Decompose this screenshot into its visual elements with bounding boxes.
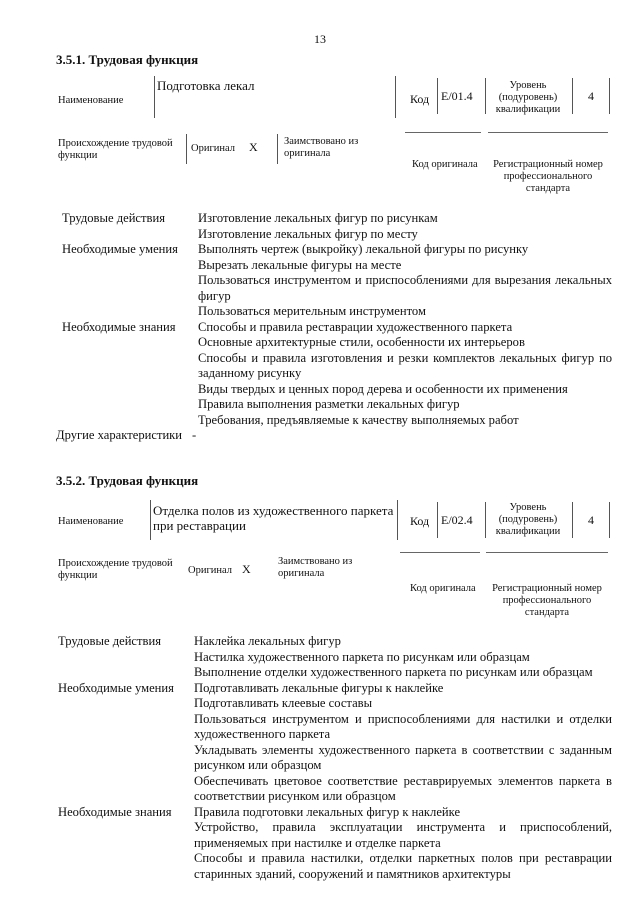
page-number: 13 bbox=[314, 32, 326, 46]
row-label: Необходимые знания bbox=[62, 319, 176, 334]
table-row bbox=[56, 428, 612, 444]
original-mark: X bbox=[249, 140, 258, 154]
row-label: Трудовые действия bbox=[62, 211, 166, 225]
orig-code-box bbox=[400, 552, 480, 553]
table-row bbox=[56, 681, 612, 805]
list-item: Выполнять чертеж (выкройку) лекальной фигуры по рисунку bbox=[198, 242, 529, 256]
table-row bbox=[56, 805, 612, 883]
level-value: 4 bbox=[572, 78, 610, 114]
list-item: Подготавливать лекальные фигуры к наклейке bbox=[194, 680, 444, 695]
orig-code-box bbox=[405, 132, 481, 133]
list-item: Устройство, правила эксплуатации инструмента и приспособлений, применяемых при настилке и отделке паркета bbox=[194, 820, 612, 850]
list-item: Способы и правила изготовления и резки комплектов лекальных фигур по заданному рисунку bbox=[198, 350, 612, 380]
orig-code-label: Код оригинала bbox=[412, 159, 478, 170]
name-field bbox=[154, 76, 396, 118]
borrowed-label: Заимствовано из оригинала bbox=[278, 556, 353, 579]
list-item: Виды твердых и ценных пород дерева и особенности их применения bbox=[198, 381, 568, 396]
origin-label: Происхождение трудовой функции bbox=[58, 138, 173, 161]
list-item: Способы и правила реставрации художественного паркета bbox=[198, 319, 513, 334]
list-item: Способы и правила настилки, отделки паркетных полов при реставрации старинных зданий, сооружений и памятников архитектуры bbox=[194, 851, 612, 881]
origin-label: Происхождение трудовой функции bbox=[58, 558, 173, 581]
level-label: Уровень (подуровень) квалификации bbox=[495, 80, 561, 115]
reg-number-label: Регистрационный номер профессионального стандарта bbox=[492, 583, 602, 618]
function-table bbox=[56, 634, 612, 882]
table-row bbox=[56, 242, 612, 320]
list-item: Правила выполнения разметки лекальных фигур bbox=[198, 397, 460, 411]
level-label: Уровень (подуровень) квалификации bbox=[495, 502, 561, 537]
list-item: Выполнение отделки художественного паркета по рисункам или образцам bbox=[194, 665, 593, 679]
row-label: Необходимые умения bbox=[58, 680, 174, 695]
list-item: Подготавливать клеевые составы bbox=[194, 696, 373, 710]
original-box bbox=[186, 134, 278, 164]
row-label: Другие характеристики bbox=[56, 428, 183, 442]
name-value: Подготовка лекал bbox=[157, 78, 255, 93]
code-value: E/02.4 bbox=[437, 502, 486, 538]
code-label: Код bbox=[410, 92, 430, 106]
list-item: Пользоваться инструментом и приспособлениями для вырезания лекальных фигур bbox=[198, 273, 612, 303]
row-label: Необходимые знания bbox=[58, 804, 172, 819]
list-item: Пользоваться инструментом и приспособлениями для настилки и отделки художественного паркета bbox=[194, 711, 612, 741]
list-item: Изготовление лекальных фигур по месту bbox=[198, 226, 418, 241]
list-item: Основные архитектурные стили, особенности их интерьеров bbox=[198, 335, 525, 349]
row-label: Трудовые действия bbox=[58, 634, 162, 648]
original-label: Оригинал bbox=[191, 143, 235, 154]
list-item: Правила подготовки лекальных фигур к наклейке bbox=[194, 804, 461, 819]
reg-number-box bbox=[486, 552, 608, 553]
name-label: Наименование bbox=[58, 95, 124, 106]
table-row bbox=[56, 634, 612, 681]
orig-code-label: Код оригинала bbox=[410, 583, 476, 594]
list-item: Настилка художественного паркета по рисункам или образцам bbox=[194, 649, 530, 664]
list-item: Требования, предъявляемые к качеству выполняемых работ bbox=[198, 412, 519, 427]
list-item: Наклейка лекальных фигур bbox=[194, 634, 341, 648]
list-item: Изготовление лекальных фигур по рисункам bbox=[198, 211, 438, 225]
list-item: Укладывать элементы художественного паркета в соответствии с заданным рисунком или образцом bbox=[194, 742, 612, 772]
table-row bbox=[56, 320, 612, 429]
code-label: Код bbox=[410, 514, 430, 528]
code-value: E/01.4 bbox=[437, 78, 486, 114]
list-item: Пользоваться мерительным инструментом bbox=[198, 304, 426, 318]
section-title: 3.5.1. Трудовая функция bbox=[56, 52, 199, 67]
section-title: 3.5.2. Трудовая функция bbox=[56, 473, 199, 488]
reg-number-label: Регистрационный номер профессионального стандарта bbox=[493, 159, 603, 194]
table-row bbox=[56, 211, 612, 242]
list-item: Обеспечивать цветовое соответствие реставрируемых элементов паркета в соответствии рисунком или образцом bbox=[194, 773, 612, 803]
level-value: 4 bbox=[572, 502, 610, 538]
list-item: - bbox=[192, 428, 197, 442]
name-label: Наименование bbox=[58, 516, 124, 527]
name-value: Отделка полов из художественного паркета при реставрации bbox=[153, 503, 394, 533]
borrowed-label: Заимствовано из оригинала bbox=[284, 136, 359, 159]
function-table bbox=[56, 211, 612, 444]
reg-number-box bbox=[488, 132, 608, 133]
original-mark: X bbox=[242, 562, 251, 576]
original-label: Оригинал bbox=[188, 565, 232, 576]
original-box bbox=[186, 556, 266, 586]
list-item: Вырезать лекальные фигуры на месте bbox=[198, 257, 402, 272]
name-field bbox=[150, 500, 398, 540]
row-label: Необходимые умения bbox=[62, 242, 178, 256]
